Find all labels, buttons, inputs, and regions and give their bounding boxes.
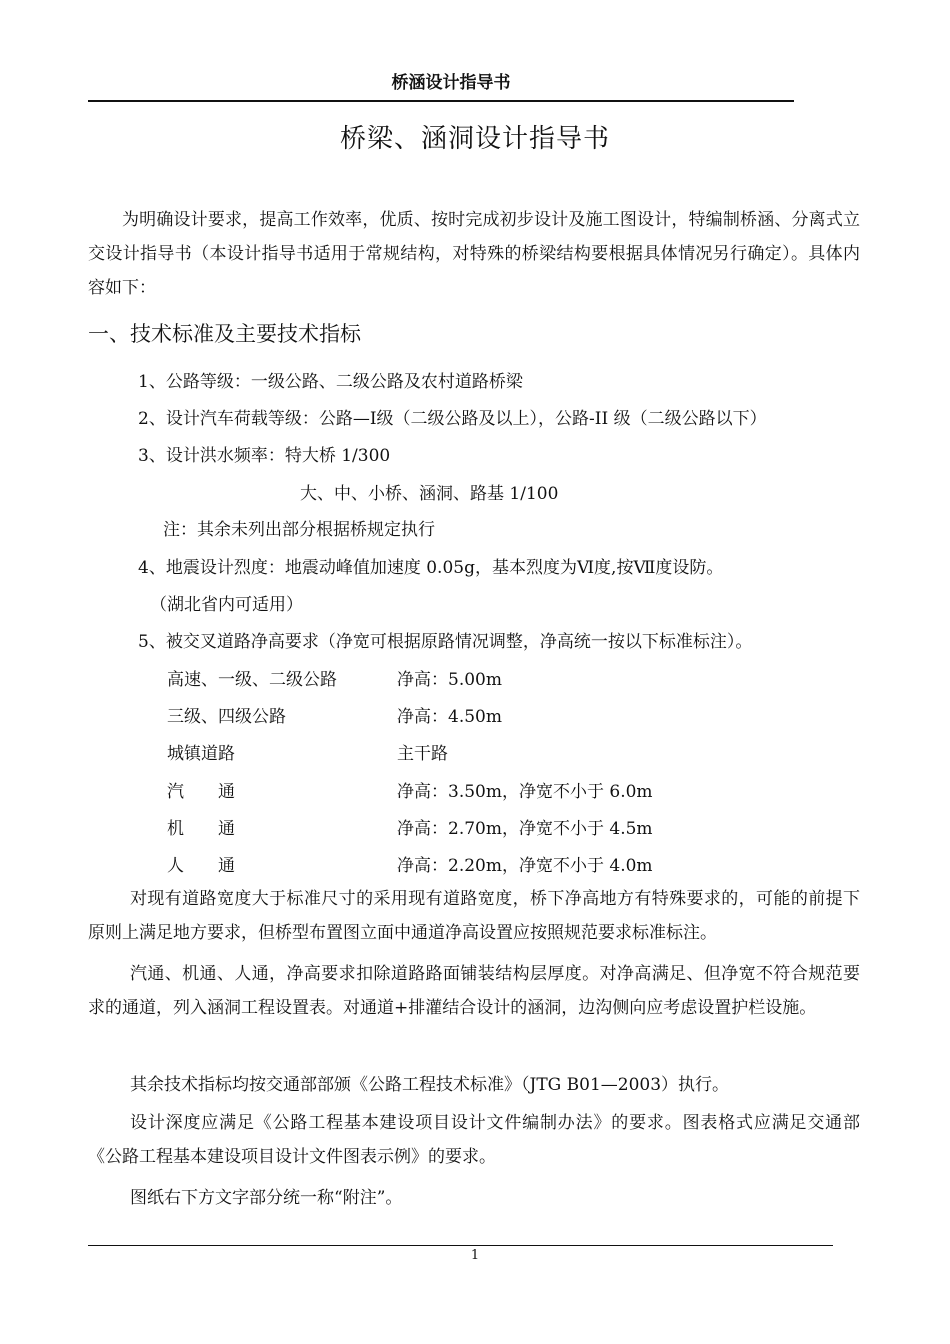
depth-paragraph: 设计深度应满足《公路工程基本建设项目设计文件编制办法》的要求。图表格式应满足交通部《公路工程基本建设项目设计文件图表示例》的要求。 — [88, 1113, 860, 1167]
page-number: 1 — [470, 1248, 480, 1263]
clearance-label: 人 通 — [167, 856, 235, 876]
clearance-label: 三级、四级公路 — [167, 707, 286, 727]
clearance-value: 净高：5.00m — [397, 670, 502, 690]
clearance-value: 主干路 — [397, 744, 448, 764]
road-width-paragraph: 对现有道路宽度大于标准尺寸的采用现有道路宽度，桥下净高地方有特殊要求的，可能的前提下原则上满足地方要求，但桥型布置图立面中通道净高设置应按照规范要求标准标注。 — [88, 889, 860, 943]
document-title: 桥梁、涵洞设计指导书 — [339, 124, 610, 154]
item-seismic-cont: （湖北省内可适用） — [150, 595, 303, 615]
note-line: 注：其余未列出部分根据桥规定执行 — [163, 520, 435, 540]
header-divider — [88, 100, 794, 102]
item-seismic: 4、地震设计烈度：地震动峰值加速度 0.05g，基本烈度为Ⅵ度,按Ⅶ度设防。 — [138, 558, 724, 578]
intro-paragraph: 为明确设计要求，提高工作效率，优质、按时完成初步设计及施工图设计，特编制桥涵、分离式立交设计指导书（本设计指导书适用于常规结构，对特殊的桥梁结构要根据具体情况另行确定）。具体内容如下： — [88, 210, 860, 298]
clearance-label: 高速、一级、二级公路 — [167, 670, 337, 690]
clearance-label: 城镇道路 — [167, 744, 235, 764]
running-header: 桥涵设计指导书 — [391, 73, 511, 93]
footer-divider — [88, 1245, 833, 1246]
clearance-value: 净高：2.20m，净宽不小于 4.0m — [397, 856, 653, 876]
clearance-value: 净高：3.50m，净宽不小于 6.0m — [397, 782, 653, 802]
clearance-label: 机 通 — [167, 819, 235, 839]
item-road-grade: 1、公路等级：一级公路、二级公路及农村道路桥梁 — [138, 372, 523, 392]
standard-paragraph: 其余技术指标均按交通部部颁《公路工程技术标准》（JTG B01—2003）执行。 — [130, 1075, 730, 1095]
clearance-value: 净高：2.70m，净宽不小于 4.5m — [397, 819, 653, 839]
annotation-paragraph: 图纸右下方文字部分统一称“附注”。 — [130, 1188, 403, 1208]
item-flood-frequency-cont: 大、中、小桥、涵洞、路基 1/100 — [300, 484, 559, 504]
item-clearance: 5、被交叉道路净高要求（净宽可根据原路情况调整，净高统一按以下标准标注）。 — [138, 632, 753, 652]
section-heading: 一、技术标准及主要技术指标 — [88, 322, 361, 346]
item-flood-frequency: 3、设计洪水频率：特大桥 1/300 — [138, 446, 391, 466]
item-vehicle-load: 2、设计汽车荷载等级：公路—Ⅰ级（二级公路及以上），公路-II 级（二级公路以下） — [138, 409, 767, 429]
clearance-value: 净高：4.50m — [397, 707, 502, 727]
clearance-label: 汽 通 — [167, 782, 235, 802]
clearance-paragraph: 汽通、机通、人通，净高要求扣除道路路面铺装结构层厚度。对净高满足、但净宽不符合规范要求的通道，列入涵洞工程设置表。对通道+排灌结合设计的涵洞，边沟侧向应考虑设置护栏设施。 — [88, 964, 860, 1018]
